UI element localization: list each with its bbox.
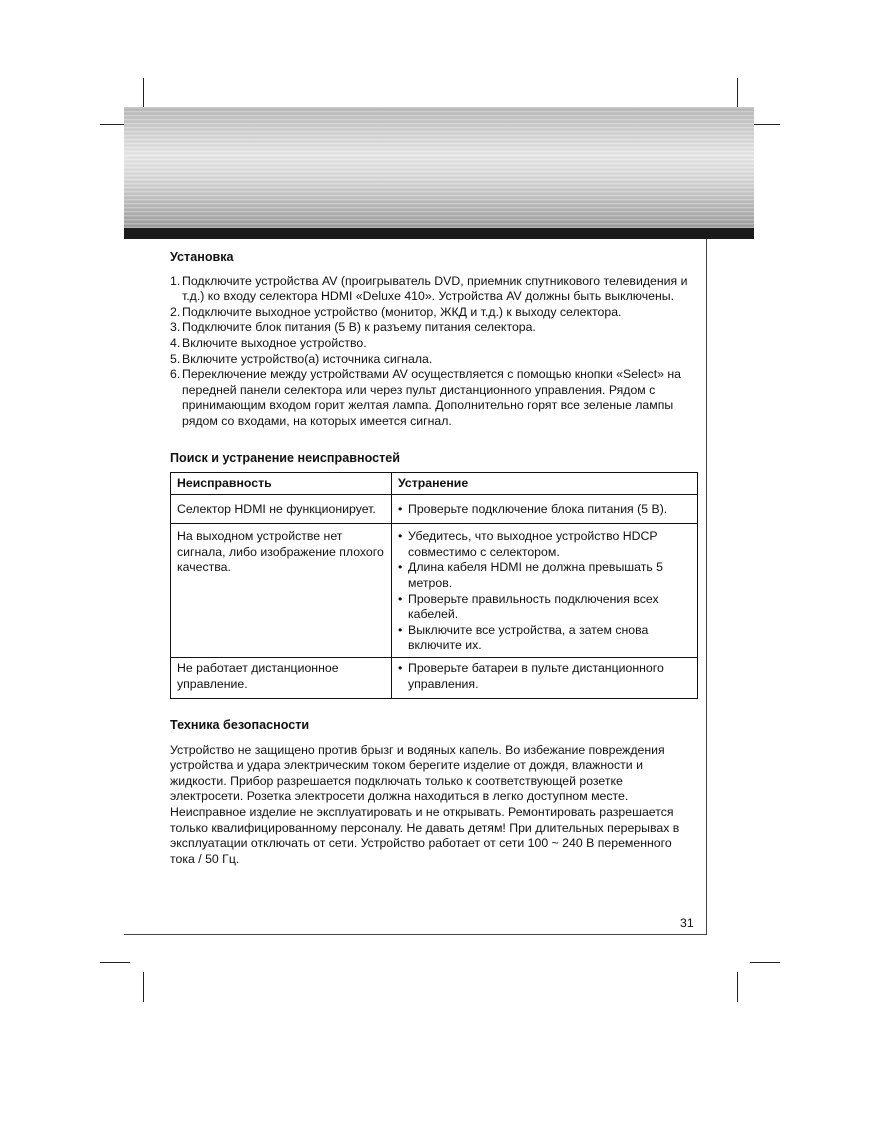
header-rule [124, 228, 754, 239]
step-text: Включите выходное устройство. [182, 335, 367, 350]
page-number: 31 [680, 916, 694, 930]
troubleshooting-section [170, 451, 698, 699]
step-text: Включите устройство(а) источника сигнала. [182, 351, 433, 366]
table-row [171, 495, 698, 524]
bullet-icon: • [398, 622, 403, 637]
bullet-icon: • [398, 502, 403, 517]
solution-text: Выключите все устройства, а затем снова включите их. [408, 622, 649, 653]
solution-cell [392, 657, 698, 698]
solution-text: Проверьте правильность подключения всех кабелей. [408, 591, 659, 622]
install-step [170, 320, 698, 336]
table-header-row [171, 472, 698, 495]
step-text: Подключите выходное устройство (монитор, ЖКД и т.д.) к выходу селектора. [182, 304, 622, 319]
header-solution: Устранение [392, 472, 698, 495]
step-number: 3. [170, 320, 181, 335]
solution-item [398, 529, 691, 560]
troubleshooting-table [170, 472, 698, 699]
step-number: 2. [170, 304, 181, 319]
solution-item [398, 592, 691, 623]
solution-item [398, 661, 691, 692]
step-number: 4. [170, 335, 181, 350]
step-text: Подключите блок питания (5 В) к разъему питания селектора. [182, 320, 536, 335]
crop-mark [100, 962, 130, 963]
solution-text: Длина кабеля HDMI не должна превышать 5 метров. [408, 560, 664, 590]
safety-text: Устройство не защищено против брызг и водяных капель. Во избежание повреждения устройства и удара электрическим током берегите изделие от дождя, влажности и жидкости. Прибор разрешается подключать только к соответствующей розетке электросети. Розетка электросети должна находиться в легко доступном месте. Неисправное изделие не эксплуатировать и не открывать. Ремонтировать разрешается только квалифицированному персоналу. Не давать детям! При длительных перерывах в эксплуатации отключать от сети. Устройство работает от сети 100 ~ 240 В переменного тока / 50 Гц. [170, 742, 680, 866]
step-number: 6. [170, 367, 181, 382]
install-steps [170, 274, 698, 430]
problem-cell: Селектор HDMI не функционирует. [171, 495, 392, 524]
bullet-icon: • [398, 591, 403, 606]
step-text: Подключите устройства AV (проигрыватель DVD, приемник спутникового телевидения и т.д.) ко входу селектора HDMI «Deluxe 410». Устройства AV должны быть выключены. [182, 273, 688, 304]
bottom-rule [124, 934, 707, 935]
safety-section [170, 718, 698, 867]
problem-cell: На выходном устройстве нет сигнала, либо изображение плохого качества. [171, 524, 392, 658]
problem-cell: Не работает дистанционное управление. [171, 657, 392, 698]
troubleshooting-title: Поиск и устранение неисправностей [170, 451, 401, 465]
safety-title: Техника безопасности [170, 718, 310, 732]
solution-item [398, 560, 691, 591]
crop-mark [750, 124, 780, 125]
table-row [171, 524, 698, 658]
table-row [171, 657, 698, 698]
crop-mark [737, 972, 738, 1002]
solution-text: Проверьте батареи в пульте дистанционного управления. [408, 660, 664, 691]
bullet-icon: • [398, 560, 403, 575]
install-step [170, 367, 698, 429]
install-step [170, 274, 698, 305]
install-step [170, 352, 698, 368]
bullet-icon: • [398, 529, 403, 544]
step-text: Переключение между устройствами AV осуществляется с помощью кнопки «Select» на передней панели селектора или через пульт дистанционного управления. Рядом с принимающим входом горит желтая лампа. Дополнительно горят все зеленые лампы рядом со входами, на которых имеется сигнал. [182, 367, 682, 428]
side-rule [706, 239, 707, 934]
bullet-icon: • [398, 660, 403, 675]
step-number: 5. [170, 351, 181, 366]
header-problem: Неисправность [171, 472, 392, 495]
solution-item [398, 502, 691, 518]
solution-item [398, 623, 691, 654]
solution-text: Проверьте подключение блока питания (5 В). [408, 502, 668, 517]
solution-cell [392, 495, 698, 524]
install-step [170, 336, 698, 352]
solution-text: Убедитесь, что выходное устройство HDCP совместимо с селектором. [408, 529, 658, 559]
step-number: 1. [170, 273, 181, 288]
crop-mark [143, 972, 144, 1002]
header-band [124, 107, 754, 228]
install-title: Установка [170, 250, 234, 264]
install-section [170, 250, 698, 430]
crop-mark [750, 962, 780, 963]
solution-cell [392, 524, 698, 658]
install-step [170, 305, 698, 321]
